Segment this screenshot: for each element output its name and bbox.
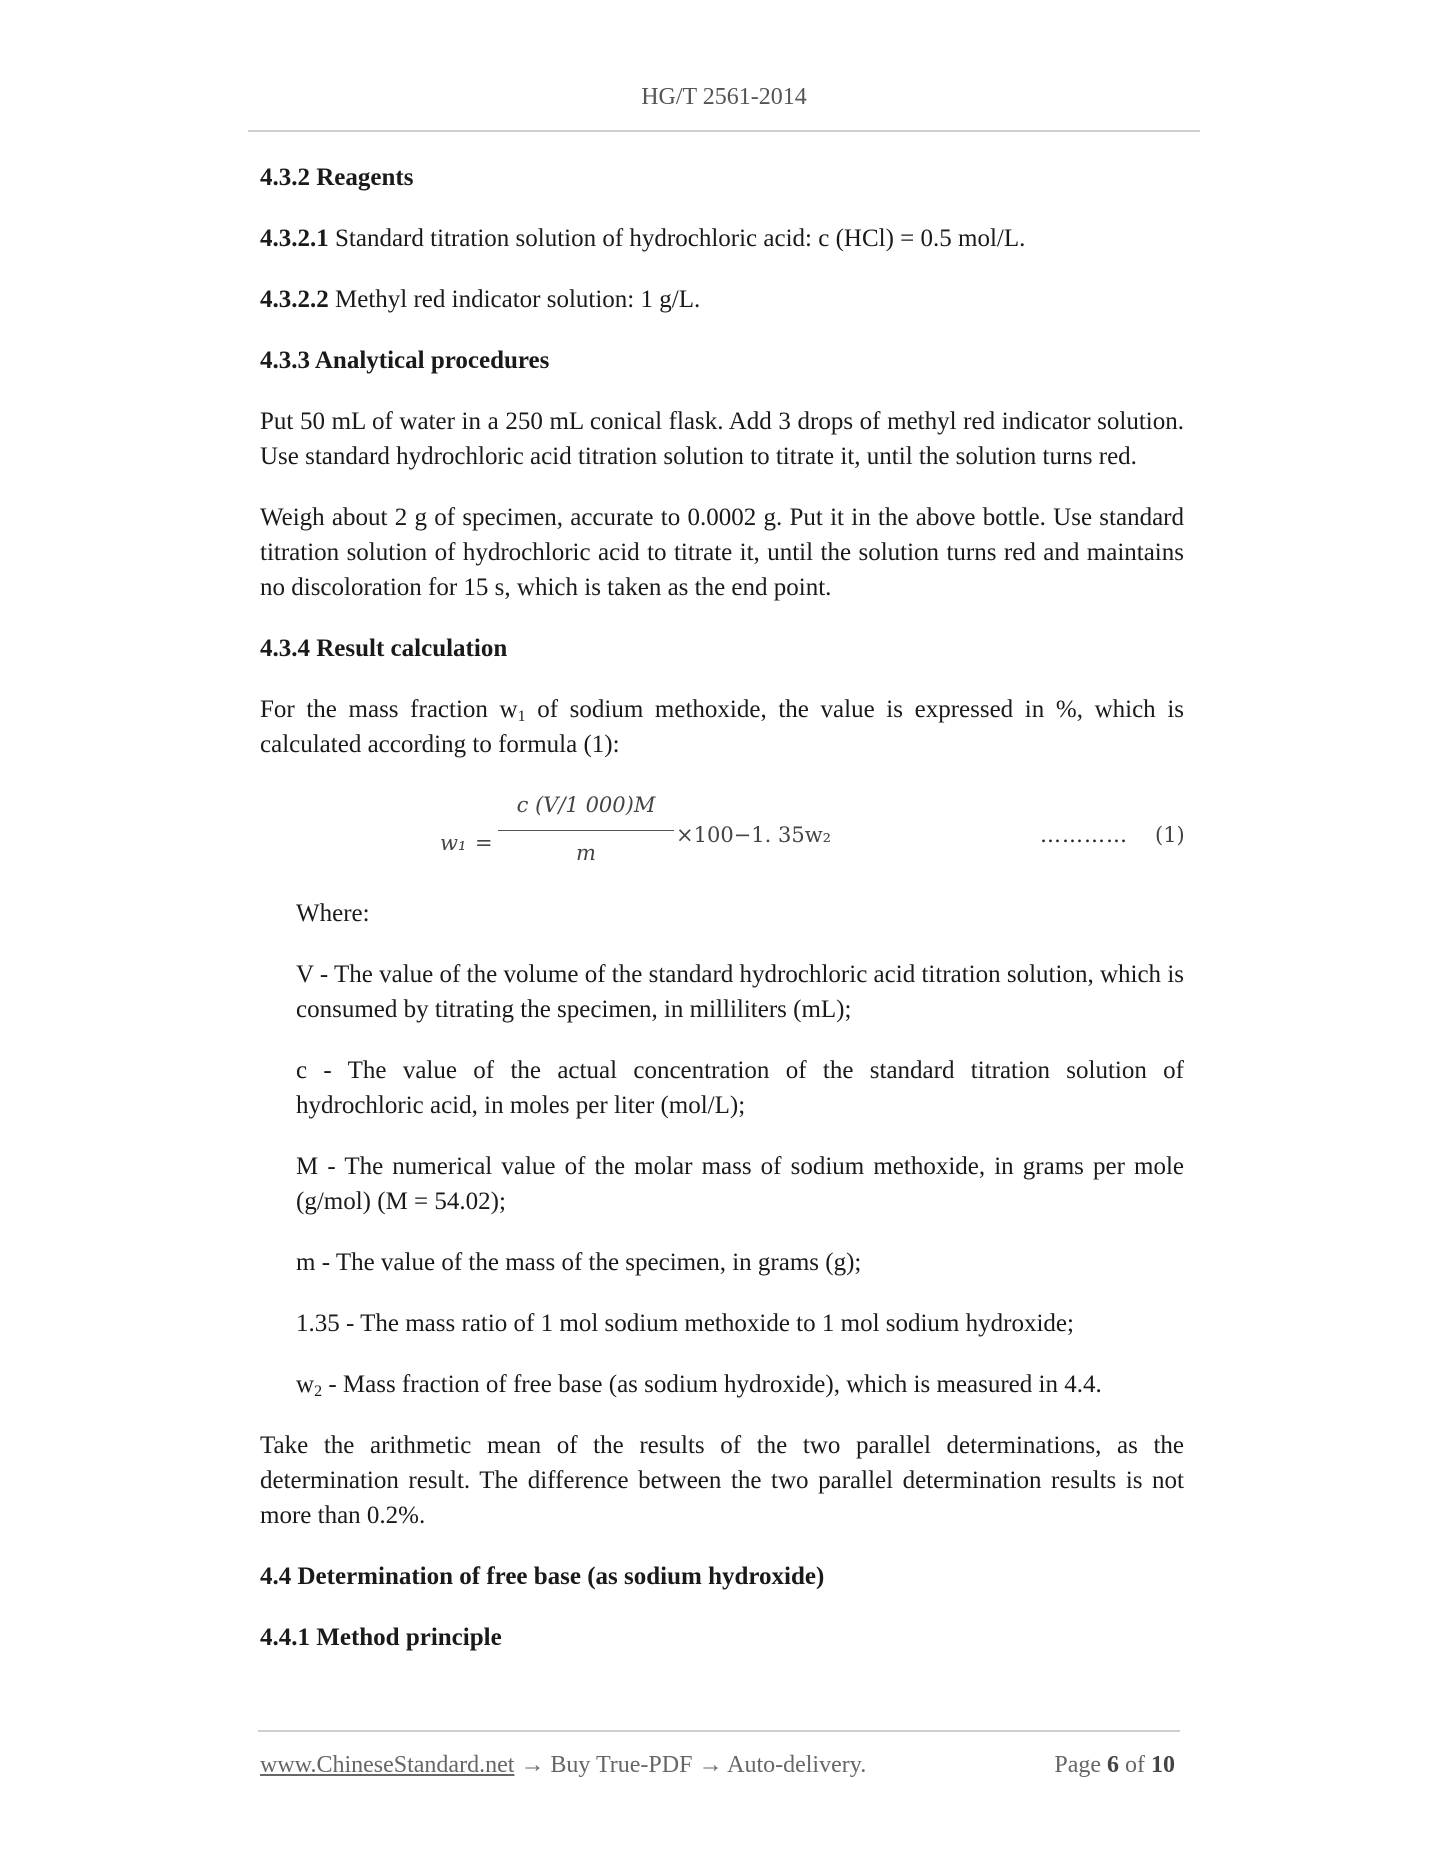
section-4-4-heading: 4.4 Determination of free base (as sodium hydroxide) [260, 1563, 825, 1590]
definition-m: m - The value of the mass of the specimen, in grams (g); [296, 1249, 862, 1276]
document-body [260, 160, 1184, 1681]
clause-4-3-2-2 [260, 282, 1184, 317]
calculation-intro [260, 692, 1184, 762]
where-label: Where: [296, 900, 370, 927]
page-header [248, 84, 1200, 111]
page-total: 10 [1151, 1752, 1175, 1778]
mean-paragraph: Take the arithmetic mean of the results of the two parallel determinations, as the determination result. The difference between the two parallel determination results is not more than 0.2%. [260, 1432, 1184, 1529]
page-label: Page [1054, 1752, 1101, 1778]
footer-tagline: → Buy True-PDF → Auto-delivery. [514, 1752, 867, 1778]
definition-c: c - The value of the actual concentration of the standard titration solution of hydrochloric acid, in moles per liter (mol/L); [296, 1057, 1184, 1119]
procedure-paragraph-1: Put 50 mL of water in a 250 mL conical flask. Add 3 drops of methyl red indicator solution. Use standard hydrochloric acid titration solution to titrate it, until the solution turns red. [260, 408, 1184, 470]
formula-denominator: m [576, 841, 596, 865]
clause-text: Standard titration solution of hydrochloric acid: c (HCl) = 0.5 mol/L. [328, 225, 1026, 252]
doc-code: HG/T 2561-2014 [641, 84, 807, 110]
clause-number: 4.3.2.2 [260, 286, 329, 313]
footer-divider [258, 1730, 1180, 1732]
section-4-3-2-heading: 4.3.2 Reagents [260, 164, 414, 191]
definition-V: V - The value of the volume of the standard hydrochloric acid titration solution, which is consumed by titrating the specimen, in milliliters (mL); [296, 961, 1184, 1023]
page-indicator [1054, 1752, 1175, 1779]
intro-text: For the mass fraction w [260, 696, 518, 723]
clause-4-3-2-1 [260, 221, 1184, 256]
formula-equals: = [475, 831, 493, 855]
fraction-bar [498, 830, 674, 831]
clause-number: 4.3.2.1 [260, 225, 329, 252]
formula-1 [260, 788, 1184, 880]
w2-subscript: 2 [314, 1383, 323, 1400]
footer-link-area [260, 1752, 866, 1779]
definition-M: M - The numerical value of the molar mass of sodium methoxide, in grams per mole (g/mol) (M = 54.02); [296, 1153, 1184, 1215]
w2-symbol: w [296, 1371, 315, 1398]
clause-text: Methyl red indicator solution: 1 g/L. [328, 286, 701, 313]
definition-ratio: 1.35 - The mass ratio of 1 mol sodium methoxide to 1 mol sodium hydroxide; [296, 1310, 1074, 1337]
formula-lhs: w₁ [440, 831, 467, 855]
procedure-paragraph-2: Weigh about 2 g of specimen, accurate to 0.0002 g. Put it in the above bottle. Use standard titration solution of hydrochloric acid to titrate it, until the solution turns red and maintains no discoloration for 15 s, which is taken as the end point. [260, 504, 1184, 601]
section-4-4-1-heading: 4.4.1 Method principle [260, 1624, 502, 1651]
header-divider [248, 130, 1200, 132]
intro-subscript: 1 [517, 708, 526, 725]
site-link[interactable]: www.ChineseStandard.net [260, 1752, 515, 1778]
formula-number: (1) [1155, 823, 1185, 847]
intro-text-cont: of sodium methoxide, the value is expressed in %, which is calculated according to formula (1): [260, 696, 1184, 758]
section-4-3-3-heading: 4.3.3 Analytical procedures [260, 347, 550, 374]
of-label: of [1125, 1752, 1145, 1778]
page-number: 6 [1107, 1752, 1119, 1778]
formula-rest: ×100−1. 35w₂ [676, 823, 832, 847]
w2-text: - Mass fraction of free base (as sodium hydroxide), which is measured in 4.4. [322, 1371, 1102, 1398]
section-4-3-4-heading: 4.3.4 Result calculation [260, 635, 508, 662]
formula-leader-dots: ………… [1040, 823, 1128, 847]
formula-numerator: c (V/1 000)M [516, 793, 656, 817]
definition-w2 [296, 1367, 1184, 1402]
